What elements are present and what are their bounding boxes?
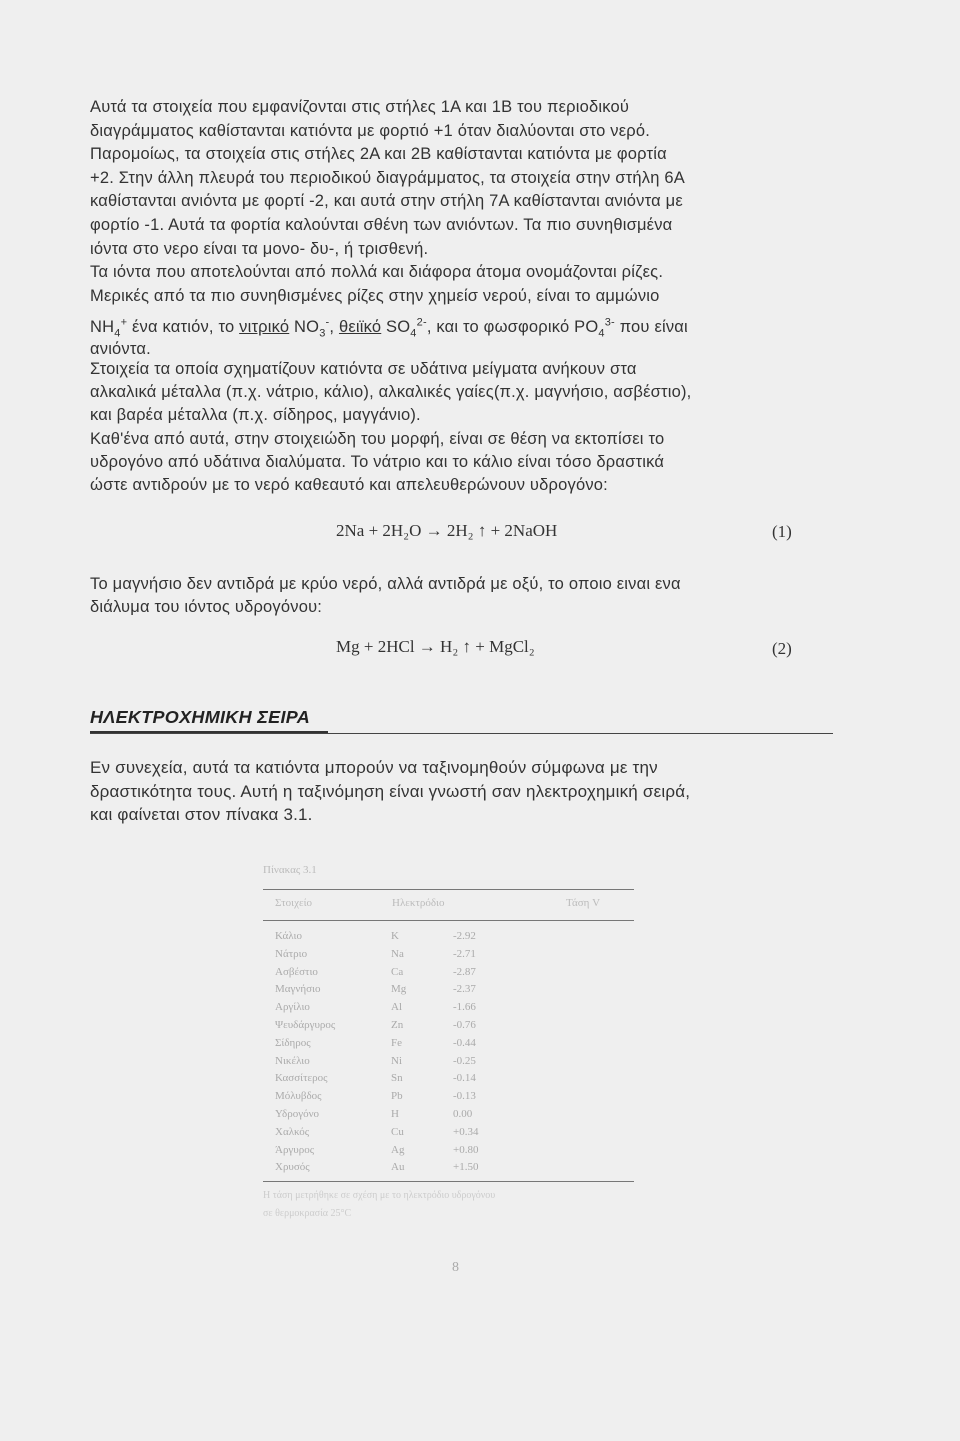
table-cell: -2.87 (453, 965, 476, 978)
text-line: και φαίνεται στον πίνακα 3.1. (90, 805, 313, 824)
table-row (263, 1001, 633, 1015)
table-cell: -0.13 (453, 1090, 476, 1103)
table-cell: +1.50 (453, 1161, 479, 1174)
text-line: αλκαλικά μέταλλα (π.χ. νάτριο, κάλιο), αλκαλικές γαίες(π.χ. μαγνήσιο, ασβέστιο), (90, 383, 692, 402)
table-cell: Μόλυβδος (275, 1090, 322, 1103)
table-cell: Cu (391, 1125, 404, 1138)
table-cell: Mg (391, 983, 407, 996)
text-line: καθίστανται ανιόντα με φορτί -2, και αυτά στην στήλη 7Α καθίστανται ανιόντα με (90, 192, 683, 211)
table-header-rule (263, 920, 634, 921)
text-line: Μερικές από τα πιο συνηθισμένες ρίζες στην χημείσ νερού, είναι το αμμώνιο (90, 286, 660, 305)
text-line: +2. Στην άλλη πλευρά του περιοδικού διαγράμματος, τα στοιχεία στην στήλη 6Α (90, 168, 685, 187)
superscript: + (120, 316, 128, 329)
superscript: 2- (416, 316, 427, 329)
table-cell: Χρυσός (275, 1161, 310, 1174)
section-heading: ΗΛΕΚΤΡΟΧΗΜΙΚΗ ΣΕΙΡΑ (90, 707, 311, 727)
text-line: ώστε αντιδρούν με το νερό καθεαυτό και απελευθερώνουν υδρογόνο: (90, 476, 608, 495)
text-fragment: , και το φωσφορικό PO (426, 318, 599, 336)
table-row (263, 966, 633, 980)
table-cell: +0.34 (453, 1125, 479, 1138)
heading-rule (90, 733, 833, 734)
table-row (263, 1072, 633, 1086)
equation-2-number: (2) (772, 639, 792, 658)
superscript: - (325, 316, 330, 329)
table-cell: Χαλκός (275, 1125, 310, 1138)
table-cell: Na (391, 947, 404, 960)
table-cell: -2.71 (453, 947, 476, 960)
subscript: 4 (598, 327, 605, 340)
nitric-label: νιτρικό (239, 318, 290, 336)
text-line: και βαρέα μέταλλα (π.χ. σίδηρος, μαγγάνιο). (90, 406, 421, 425)
table-cell: Κασσίτερος (275, 1072, 328, 1085)
superscript: 3- (604, 316, 615, 329)
table-bottom-rule (263, 1181, 634, 1182)
text-line: δραστικότητα τους. Αυτή η ταξινόμηση είναι γνωστή σαν ηλεκτροχημική σειρά, (90, 781, 691, 801)
table-cell: Σίδηρος (275, 1036, 311, 1049)
text-line: διάλυμα του ιόντος υδρογόνου: (90, 598, 323, 616)
text-line: Παρομοίως, τα στοιχεία στις στήλες 2Α και 2Β καθίστανται κατιόντα με φορτία (90, 145, 667, 164)
table-row (263, 1108, 633, 1122)
table-row (263, 948, 633, 962)
text-fragment: ένα κατιόν, το (127, 318, 240, 336)
table-cell: -0.76 (453, 1019, 476, 1031)
table-header-2: Ηλεκτρόδιο (392, 897, 445, 909)
table-row (263, 1144, 633, 1158)
table-row (263, 930, 633, 944)
text-line: υδρογόνο από υδάτινα διαλύματα. Το νάτριο και το κάλιο είναι τόσο δραστικά (90, 452, 665, 471)
equation-1-number: (1) (772, 522, 792, 541)
table-cell: Υδρογόνο (275, 1108, 320, 1120)
text-line: Εν συνεχεία, αυτά τα κατιόντα μπορούν να ταξινομηθούν σύμφωνα με την (90, 758, 658, 777)
text-line: Το μαγνήσιο δεν αντιδρά με κρύο νερό, αλλά αντιδρά με οξύ, το οποιο ειναι ενα (90, 575, 681, 593)
series-paragraph (90, 756, 840, 827)
table-footnote-1: Η τάση μετρήθηκε σε σχέση με το ηλεκτρόδιο υδρογόνου (263, 1190, 496, 1201)
text-line: ανιόντα. (90, 340, 151, 358)
table-cell: Pb (391, 1090, 403, 1103)
subscript: 4 (410, 327, 417, 340)
equation-1: 2Na + 2H₂O → 2H₂ ↑ + 2NaOH (336, 521, 558, 540)
table-cell: Ψευδάργυρος (275, 1019, 336, 1031)
table-cell: Au (391, 1161, 405, 1174)
table-cell: Μαγνήσιο (275, 983, 321, 996)
table-cell: Al (391, 1001, 402, 1014)
table-row (263, 1161, 633, 1175)
anions-line (90, 338, 840, 360)
table-cell: Zn (391, 1019, 404, 1031)
elements-paragraph (90, 358, 840, 497)
subscript: 3 (319, 327, 326, 340)
table-top-rule (263, 889, 634, 890)
table-cell: -0.44 (453, 1036, 476, 1049)
table-cell: Ni (391, 1054, 402, 1067)
table-caption: Πίνακας 3.1 (263, 864, 317, 876)
table-row (263, 1055, 633, 1069)
equation-2: Mg + 2HCl → H₂ ↑ + MgCl₂ (336, 637, 535, 656)
table-cell: Νάτριο (275, 947, 308, 960)
table-row (263, 1019, 633, 1033)
sulfuric-label: θειϊκό (338, 318, 382, 336)
table-cell: -2.37 (453, 983, 476, 996)
table-cell: K (391, 930, 399, 942)
table-cell: Ασβέστιο (275, 965, 318, 978)
subscript: 4 (114, 327, 121, 340)
sulfate-formula: SO (381, 318, 411, 336)
table-row (263, 1037, 633, 1051)
table-cell: -1.66 (453, 1001, 476, 1014)
radicals-line (90, 316, 840, 338)
text-line: ιόντα στο νερο είναι τα μονο- δυ-, ή τρισθενή. (90, 239, 429, 258)
text-line: φορτίο -1. Αυτά τα φορτία καλούνται σθένη των ανιόντων. Τα πιο συνηθισμένα (90, 215, 673, 234)
table-cell: H (391, 1108, 399, 1120)
table-cell: Ag (391, 1143, 405, 1156)
table-cell: -0.25 (453, 1054, 476, 1067)
table-header-3: Τάση V (566, 897, 601, 909)
text-fragment: που είναι (614, 318, 688, 336)
text-line: Τα ιόντα που αποτελούνται από πολλά και διάφορα άτομα ονομάζονται ρίζες. (90, 263, 664, 282)
text-line: Καθ'ένα από αυτά, στην στοιχειώδη του μορφή, είναι σε θέση να εκτοπίσει το (90, 429, 665, 448)
table-footnote-2: σε θερμοκρασία 25°C (263, 1208, 352, 1219)
text-line: Αυτά τα στοιχεία που εμφανίζονται στις στήλες 1Α και 1Β του περιοδικού (90, 98, 630, 116)
table-cell: Αργίλιο (275, 1001, 310, 1014)
table-cell: Νικέλιο (275, 1054, 310, 1067)
table-cell: -2.92 (453, 930, 476, 942)
table-cell: +0.80 (453, 1143, 479, 1156)
table-cell: -0.14 (453, 1072, 476, 1085)
table-cell: Ca (391, 965, 404, 978)
table-cell: Fe (391, 1036, 402, 1049)
table-row (263, 1126, 633, 1140)
text-fragment: , (329, 318, 339, 336)
ammonium-formula: NH (90, 318, 115, 336)
nitrate-formula: NO (289, 318, 320, 336)
page-number: 8 (452, 1260, 459, 1275)
table-cell: 0.00 (453, 1108, 473, 1120)
table-cell: Κάλιο (275, 930, 302, 942)
table-row (263, 983, 633, 997)
table-cell: Sn (391, 1072, 403, 1085)
heading-underline (90, 731, 328, 733)
text-line: Στοιχεία τα οποία σχηματίζουν κατιόντα σε υδάτινα μείγματα ανήκουν στα (90, 360, 637, 378)
table-cell: Άργυρος (275, 1143, 315, 1156)
table-row (263, 1090, 633, 1104)
intro-paragraph (90, 96, 840, 308)
magnesium-paragraph (90, 573, 840, 619)
text-line: διαγράμματος καθίστανται κατιόντα με φορτιό +1 όταν διαλύονται στο νερό. (90, 121, 651, 140)
table-header-1: Στοιχείο (275, 897, 313, 909)
